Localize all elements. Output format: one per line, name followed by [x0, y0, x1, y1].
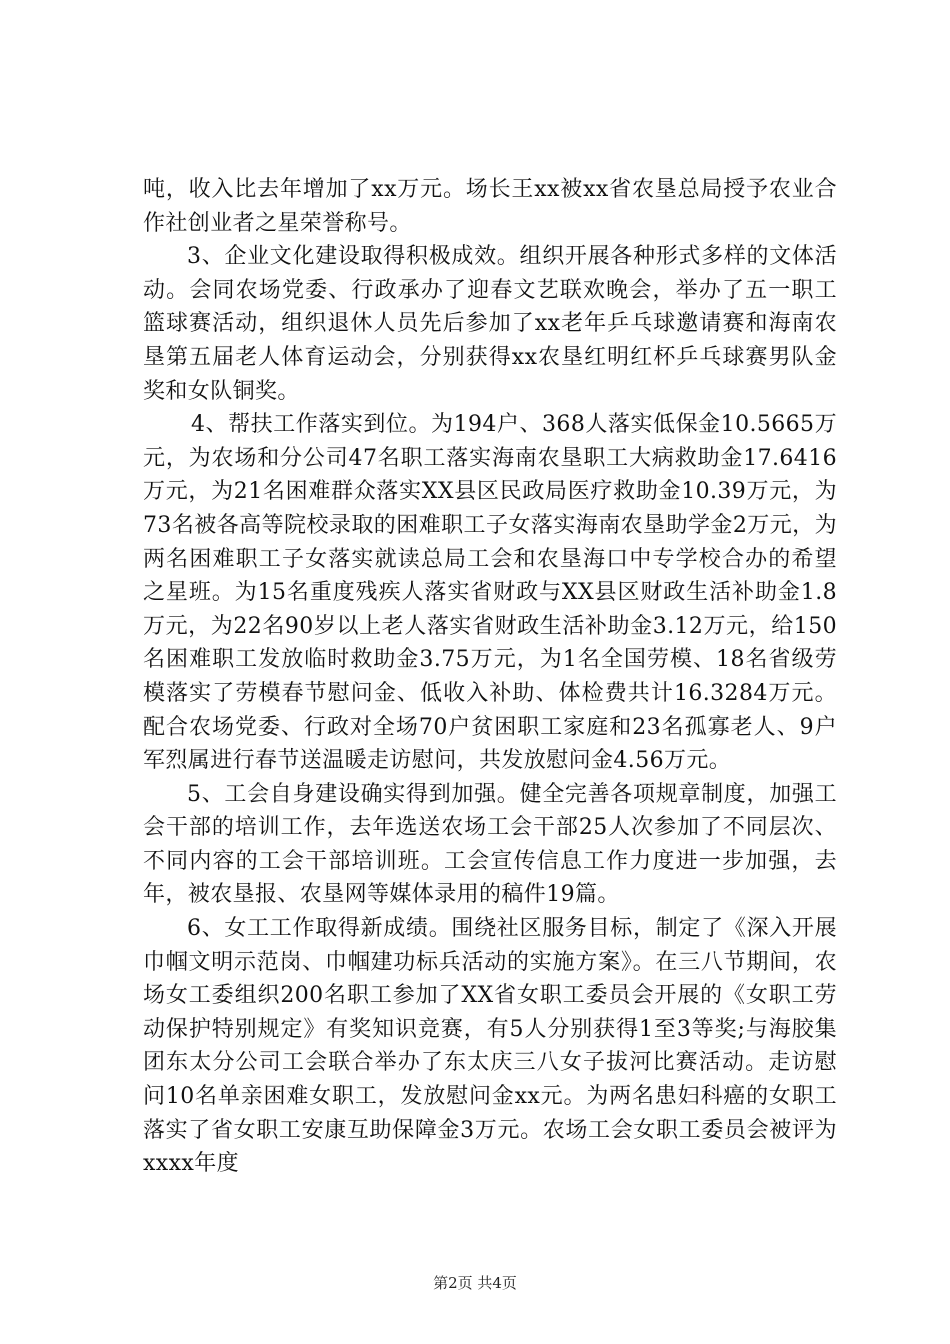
document-body [143, 173, 837, 1181]
paragraph-assistance-work: 4、帮扶工作落实到位。为194户、368人落实低保金10.5665万元，为农场和分公司47名职工落实海南农垦职工大病救助金17.6416万元，为21名困难群众落实XX县区民政局医疗救助金10.39万元，为73名被各高等院校录取的困难职工子女落实海南农垦助学金2万元，为两名困难职工子女落实就读总局工会和农垦海口中专学校合办的希望之星班。为15名重度残疾人落实省财政与XX县区财政生活补助金1.8万元，为22名90岁以上老人落实省财政生活补助金3.12万元，给150名困难职工发放临时救助金3.75万元，为1名全国劳模、18名省级劳模落实了劳模春节慰问金、低收入补助、体检费共计16.3284万元。配合农场党委、行政对全场70户贫困职工家庭和23名孤寡老人、9户军烈属进行春节送温暖走访慰问，共发放慰问金4.56万元。 [143, 412, 837, 774]
paragraph-continuation: 吨，收入比去年增加了xx万元。场长王xx被xx省农垦总局授予农业合作社创业者之星荣誉称号。 [143, 177, 837, 236]
paragraph-union-building: 5、工会自身建设确实得到加强。健全完善各项规章制度，加强工会干部的培训工作，去年选送农场工会干部25人次参加了不同层次、不同内容的工会干部培训班。工会宣传信息工作力度进一步加强，去年，被农垦报、农垦网等媒体录用的稿件19篇。 [143, 781, 837, 908]
paragraph-culture-construction: 3、企业文化建设取得积极成效。组织开展各种形式多样的文体活动。会同农场党委、行政承办了迎春文艺联欢晚会，举办了五一职工篮球赛活动，组织退休人员先后参加了xx老年乒乓球邀请赛和海南农垦第五届老人体育运动会，分别获得xx农垦红明红杯乒乓球赛男队金奖和女队铜奖。 [143, 244, 837, 404]
paragraph-women-work: 6、女工工作取得新成绩。围绕社区服务目标，制定了《深入开展巾帼文明示范岗、巾帼建功标兵活动的实施方案》。在三八节期间，农场女工委组织200名职工参加了XX省女职工委员会开展的《女职工劳动保护特别规定》有奖知识竞赛，有5人分别获得1至3等奖;与海胶集团东太分公司工会联合举办了东太庆三八女子拔河比赛活动。走访慰问10名单亲困难女职工，发放慰问金xx元。为两名患妇科癌的女职工落实了省女职工安康互助保障金3万元。农场工会女职工委员会被评为xxxx年度 [143, 916, 837, 1177]
page-footer: 第2页 共4页 [433, 1274, 517, 1292]
